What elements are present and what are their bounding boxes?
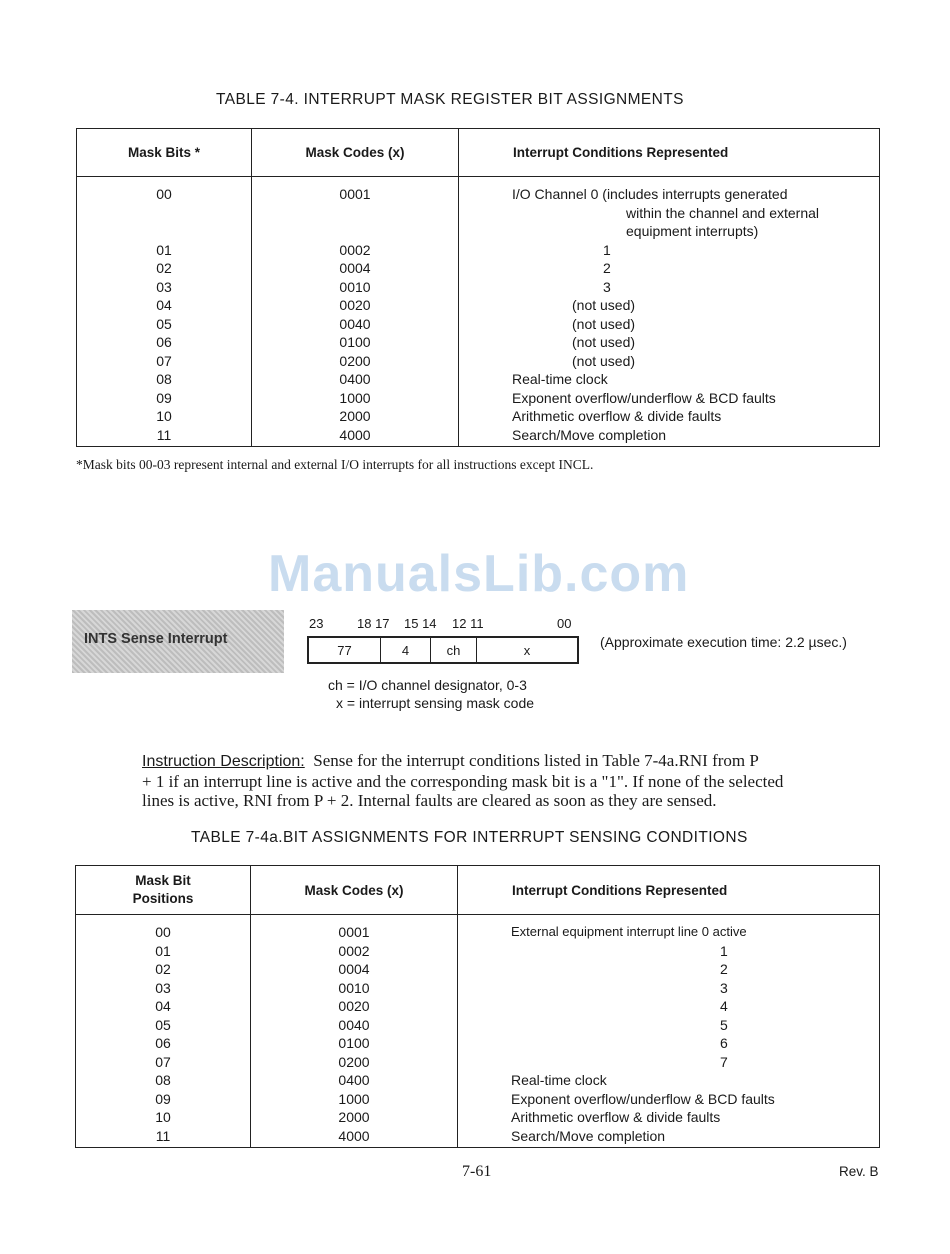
table-cell: 4 bbox=[720, 998, 728, 1014]
table-cell: 0040 bbox=[338, 1016, 370, 1033]
table2-header-codes: Mask Codes (x) bbox=[251, 866, 458, 915]
table-cell: 3 bbox=[603, 278, 611, 295]
table-cell: 0020 bbox=[339, 297, 371, 313]
bit-position: 12 11 bbox=[452, 616, 484, 631]
table-cell: 02 bbox=[155, 961, 171, 977]
table-cell: 02 bbox=[156, 260, 172, 276]
table-cell: 05 bbox=[155, 1016, 171, 1033]
table-cell: Arithmetic overflow & divide faults bbox=[512, 408, 722, 424]
table-cell: 00 bbox=[156, 186, 172, 202]
table1-header-bits: Mask Bits * bbox=[77, 129, 252, 177]
table-cell: 4000 bbox=[338, 1127, 370, 1144]
table-cell: within the channel and external bbox=[626, 204, 820, 221]
table-cell: 0400 bbox=[339, 371, 371, 387]
table-cell: (not used) bbox=[572, 334, 636, 350]
table2-conditions-column bbox=[458, 915, 880, 1148]
description-line1: Sense for the interrupt conditions listed in Table 7-4a.RNI from P bbox=[313, 751, 759, 770]
table-cell: (not used) bbox=[572, 352, 636, 369]
table1-header-conditions: Interrupt Conditions Represented bbox=[459, 129, 880, 177]
instruction-label: INTS Sense Interrupt bbox=[84, 631, 228, 647]
table-cell: 00 bbox=[155, 924, 171, 940]
table-cell: 0200 bbox=[338, 1053, 370, 1070]
table-cell: 0004 bbox=[338, 961, 370, 977]
table-cell: 1 bbox=[603, 241, 611, 258]
instruction-label-box bbox=[72, 610, 284, 673]
table1-conditions-column bbox=[459, 177, 880, 447]
table-cell: 05 bbox=[156, 315, 172, 332]
table-cell: 06 bbox=[155, 1035, 171, 1051]
table-cell: 03 bbox=[155, 979, 171, 996]
table-cell: 1000 bbox=[338, 1090, 370, 1107]
table-cell: 0001 bbox=[339, 186, 371, 202]
table-cell: 08 bbox=[155, 1072, 171, 1088]
table-cell: 1 bbox=[720, 942, 728, 959]
table-cell: 1000 bbox=[339, 389, 371, 406]
table-cell: 11 bbox=[155, 1127, 171, 1144]
legend-ch: ch = I/O channel designator, 0-3 bbox=[328, 677, 527, 693]
table-cell: Exponent overflow/underflow & BCD faults bbox=[512, 389, 776, 406]
table-cell: I/O Channel 0 (includes interrupts generated bbox=[512, 186, 788, 202]
table-cell: (not used) bbox=[572, 315, 636, 332]
bit-position: 00 bbox=[557, 616, 572, 631]
bit-position: 23 bbox=[309, 616, 324, 631]
page-number: 7-61 bbox=[462, 1163, 492, 1180]
table-cell bbox=[252, 204, 458, 223]
table-cell bbox=[77, 204, 251, 223]
table-cell: 0200 bbox=[339, 352, 371, 369]
instruction-description bbox=[142, 751, 882, 811]
table-cell: 0010 bbox=[338, 979, 370, 996]
table-cell: 0020 bbox=[338, 998, 370, 1014]
table-cell: 07 bbox=[156, 352, 172, 369]
field-opcode: 77 bbox=[309, 638, 381, 662]
table-cell: 0001 bbox=[338, 924, 370, 940]
table-cell: 07 bbox=[155, 1053, 171, 1070]
table-cell: 0040 bbox=[339, 315, 371, 332]
field-channel: ch bbox=[431, 638, 477, 662]
table-cell: 2 bbox=[720, 961, 728, 977]
execution-time: (Approximate execution time: 2.2 µsec.) bbox=[600, 634, 847, 650]
instruction-format-box bbox=[307, 636, 579, 664]
table-cell: 0004 bbox=[339, 260, 371, 276]
table-cell bbox=[77, 222, 251, 241]
table-cell: 10 bbox=[156, 408, 172, 424]
table-cell: 0010 bbox=[339, 278, 371, 295]
description-line2: + 1 if an interrupt line is active and the corresponding mask bit is a "1". If none of the selected bbox=[142, 771, 784, 791]
legend-x: x = interrupt sensing mask code bbox=[336, 695, 535, 711]
table-cell: 2000 bbox=[339, 408, 371, 424]
table1-header-codes: Mask Codes (x) bbox=[252, 129, 459, 177]
table-cell: 4000 bbox=[339, 426, 371, 443]
table1-footnote: *Mask bits 00-03 represent internal and external I/O interrupts for all instructions except INCL. bbox=[76, 457, 594, 472]
table-cell: 03 bbox=[156, 278, 172, 295]
table-cell: equipment interrupts) bbox=[626, 223, 759, 239]
table-cell: 0100 bbox=[339, 334, 371, 350]
table-cell: 09 bbox=[156, 389, 172, 406]
table-cell: Real-time clock bbox=[511, 1072, 607, 1088]
table-cell: Exponent overflow/underflow & BCD faults bbox=[511, 1090, 775, 1107]
table-cell: 0002 bbox=[338, 942, 370, 959]
table-cell: 0002 bbox=[339, 241, 371, 258]
table2-header-conditions: Interrupt Conditions Represented bbox=[458, 866, 880, 915]
table2 bbox=[75, 865, 880, 1148]
table-cell: 0100 bbox=[338, 1035, 370, 1051]
table-cell: 5 bbox=[720, 1016, 728, 1033]
table-cell: Search/Move completion bbox=[511, 1127, 666, 1144]
table-cell: 3 bbox=[720, 979, 728, 996]
table-cell: Arithmetic overflow & divide faults bbox=[511, 1109, 721, 1125]
table-cell: 7 bbox=[720, 1053, 728, 1070]
table-cell: Real-time clock bbox=[512, 371, 608, 387]
table-cell: 01 bbox=[155, 942, 171, 959]
table-cell: (not used) bbox=[572, 297, 636, 313]
table2-codes-column bbox=[251, 915, 458, 1148]
table1-title: TABLE 7-4. INTERRUPT MASK REGISTER BIT ASSIGNMENTS bbox=[216, 91, 684, 108]
revision: Rev. B bbox=[839, 1164, 879, 1179]
table-cell: 2 bbox=[603, 260, 611, 276]
table-cell: External equipment interrupt line 0 active bbox=[511, 924, 747, 939]
table-cell: 08 bbox=[156, 371, 172, 387]
table1-codes-column bbox=[252, 177, 459, 447]
table-cell: 11 bbox=[156, 426, 172, 443]
bit-position: 15 14 bbox=[404, 616, 437, 631]
table-cell: 0400 bbox=[338, 1072, 370, 1088]
table2-title: TABLE 7-4a.BIT ASSIGNMENTS FOR INTERRUPT SENSING CONDITIONS bbox=[191, 829, 748, 846]
table-cell: 01 bbox=[156, 241, 172, 258]
field-mask: x bbox=[523, 643, 531, 658]
table2-bits-column bbox=[76, 915, 251, 1148]
table-cell: 04 bbox=[156, 297, 172, 313]
bit-position: 18 17 bbox=[357, 616, 390, 631]
table1 bbox=[76, 128, 880, 447]
table-cell: 09 bbox=[155, 1090, 171, 1107]
table-cell: 2000 bbox=[338, 1109, 370, 1125]
table2-header-bits: Mask Bit Positions bbox=[76, 866, 251, 915]
watermark: ManualsLib.com bbox=[268, 545, 690, 603]
table-cell bbox=[252, 222, 458, 241]
description-heading: Instruction Description: bbox=[142, 753, 305, 770]
field-subcode: 4 bbox=[381, 638, 431, 662]
table-cell: 6 bbox=[720, 1035, 728, 1051]
table-cell: 10 bbox=[155, 1109, 171, 1125]
description-line3: lines is active, RNI from P + 2. Internal faults are cleared as soon as they are sensed. bbox=[142, 791, 717, 810]
table-cell: Search/Move completion bbox=[512, 426, 667, 443]
table-cell: 04 bbox=[155, 998, 171, 1014]
table-cell: 06 bbox=[156, 334, 172, 350]
table1-bits-column bbox=[77, 177, 252, 447]
